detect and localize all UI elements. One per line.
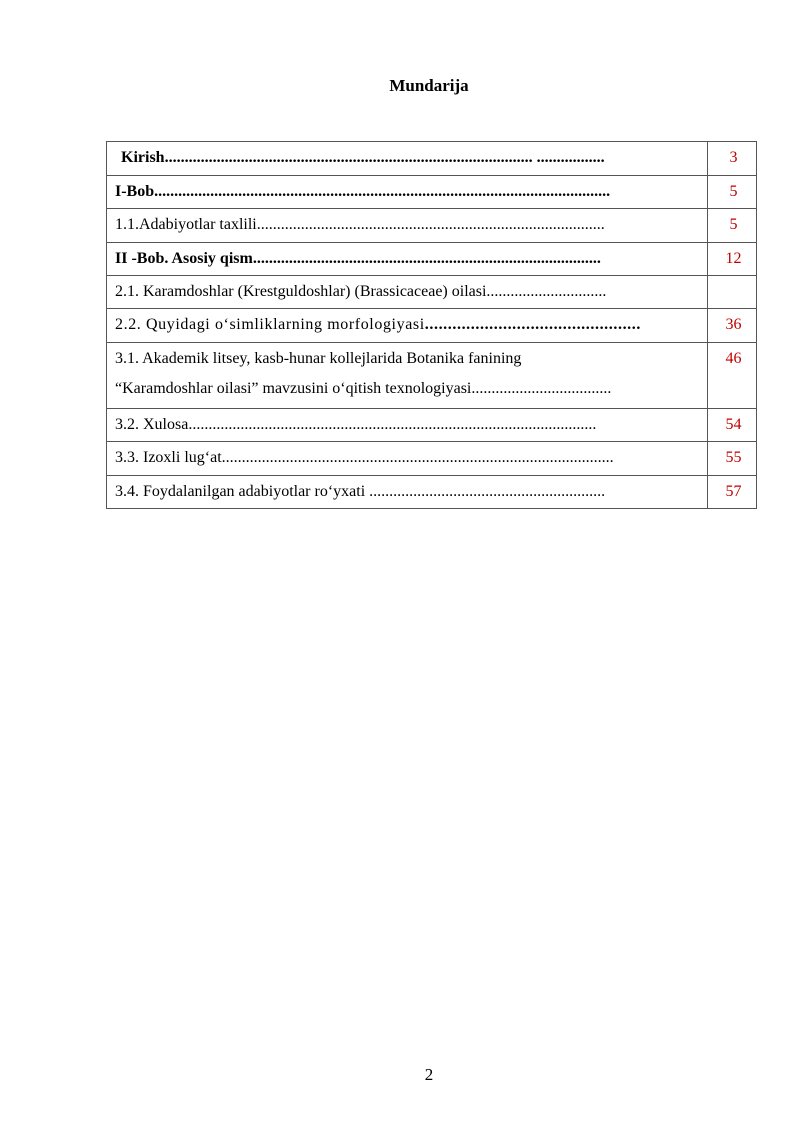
toc-entry-text[interactable]	[107, 309, 708, 343]
toc-page-number[interactable]: 12	[708, 243, 757, 276]
toc-entry-text[interactable]: I-Bob..................................................................................................................	[107, 176, 708, 209]
toc-entry-text[interactable]: 1.1.Adabiyotlar taxlili.......................................................................................	[107, 209, 708, 243]
toc-row-3-3	[107, 442, 757, 476]
toc-entry-text[interactable]: Kirish............................................................................................ .................	[107, 142, 708, 176]
toc-row-kirish	[107, 142, 757, 176]
toc-page-number[interactable]: 57	[708, 476, 757, 509]
toc-page-number[interactable]	[708, 276, 757, 309]
toc-entry-text[interactable]: 3.3. Izoxli lug‘at..................................................................................................	[107, 442, 708, 476]
toc-row-3-2	[107, 409, 757, 442]
toc-page-number[interactable]: 5	[708, 176, 757, 209]
toc-entry-text[interactable]	[107, 343, 708, 409]
toc-entry-text[interactable]: 3.4. Foydalanilgan adabiyotlar ro‘yxati ...........................................................	[107, 476, 708, 509]
toc-row-2-2	[107, 309, 757, 343]
toc-entry-text[interactable]: 2.1. Karamdoshlar (Krestguldoshlar) (Brassicaceae) oilasi..............................	[107, 276, 708, 309]
toc-entry-text[interactable]: 3.2. Xulosa......................................................................................................	[107, 409, 708, 442]
toc-page-number[interactable]: 3	[708, 142, 757, 176]
toc-row-ii-bob	[107, 243, 757, 276]
toc-entry-line-1: 3.1. Akademik litsey, kasb-hunar kollejlarida Botanika fanining	[115, 350, 522, 367]
page-title: Mundarija	[389, 76, 469, 95]
toc-row-1-1	[107, 209, 757, 243]
toc-page-number[interactable]: 55	[708, 442, 757, 476]
toc-page-number[interactable]: 54	[708, 409, 757, 442]
toc-entry-leader: ...............................................	[424, 316, 641, 333]
toc-page-number[interactable]: 46	[708, 343, 757, 409]
toc-row-3-4	[107, 476, 757, 509]
toc-page-number[interactable]: 36	[708, 309, 757, 343]
toc-row-3-1	[107, 343, 757, 409]
toc-page-number[interactable]: 5	[708, 209, 757, 243]
toc-entry-line-2: “Karamdoshlar oilasi” mavzusini o‘qitish texnologiyasi...................................	[115, 380, 612, 397]
toc-row-i-bob	[107, 176, 757, 209]
toc-row-2-1	[107, 276, 757, 309]
table-of-contents	[106, 141, 757, 509]
page-number: 2	[424, 1065, 434, 1084]
toc-entry-title: 2.2. Quyidagi o‘simliklarning morfologiyasi	[115, 316, 425, 333]
toc-entry-text[interactable]: II -Bob. Asosiy qism.......................................................................................	[107, 243, 708, 276]
